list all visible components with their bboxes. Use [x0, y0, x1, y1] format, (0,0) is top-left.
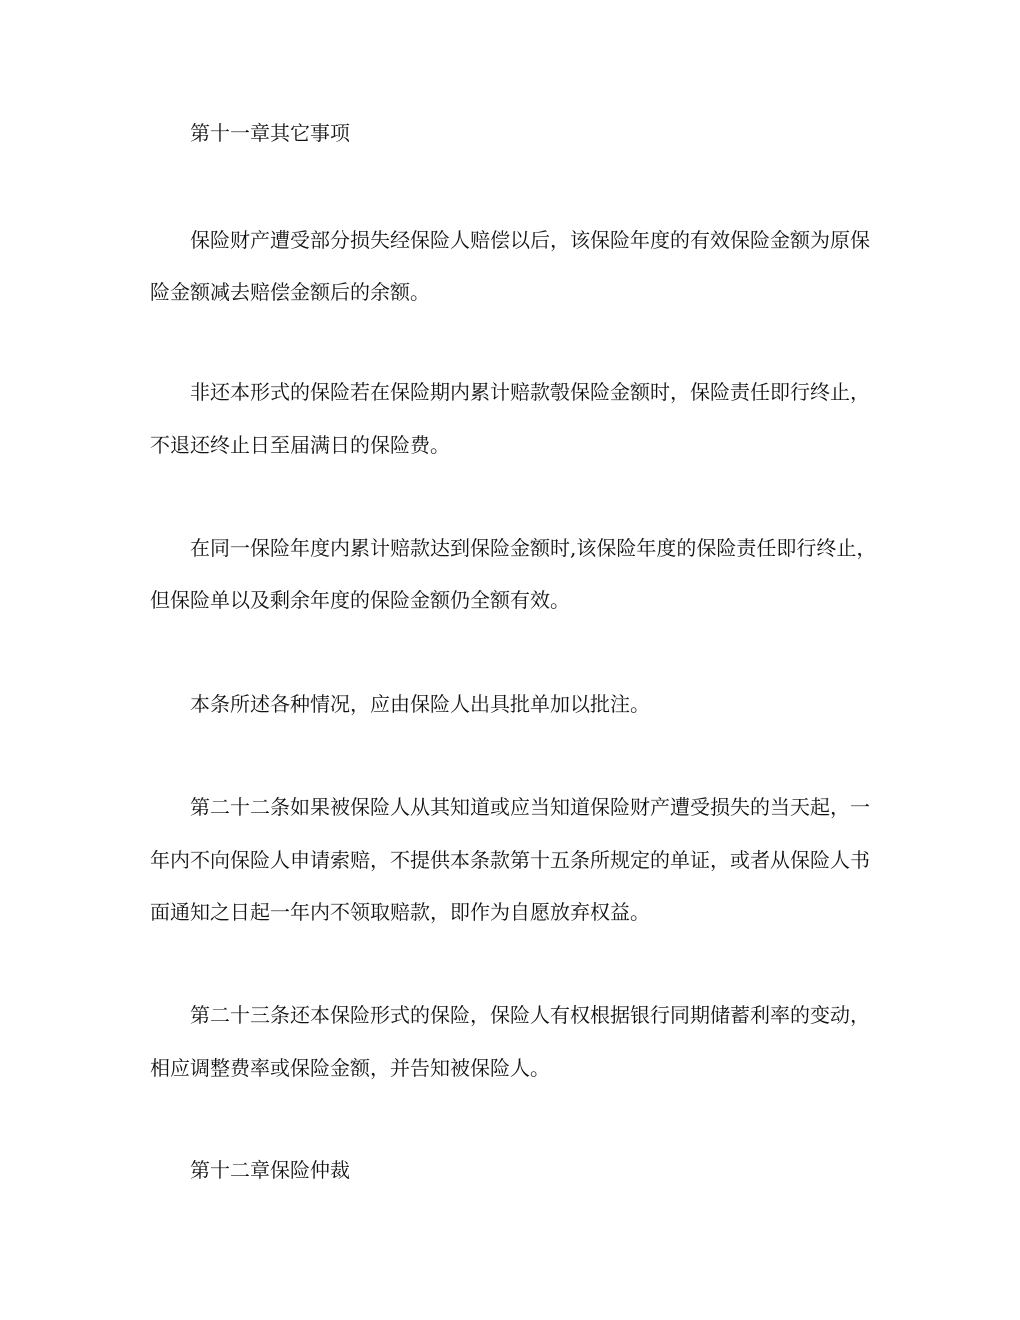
- paragraph-line: 第二十二条如果被保险人从其知道或应当知道保险财产遭受损失的当天起，一: [190, 795, 870, 819]
- paragraph-line: 非还本形式的保险若在保险期内累计赔款彀保险金额时，保险责任即行终止，: [190, 380, 870, 404]
- paragraph-line: 第二十三条还本保险形式的保险，保险人有权根据银行同期储蓄利率的变动，: [190, 1003, 870, 1027]
- paragraph-line: 面通知之日起一年内不领取赔款，即作为自愿放弃权益。: [150, 900, 650, 924]
- paragraph-line: 相应调整费率或保险金额，并告知被保险人。: [150, 1056, 550, 1080]
- paragraph-line: 年内不向保险人申请索赔，不提供本条款第十五条所规定的单证，或者从保险人书: [150, 848, 870, 872]
- chapter-heading: 第十二章保险仲裁: [190, 1158, 350, 1182]
- paragraph-line: 不退还终止日至届满日的保险费。: [150, 433, 450, 457]
- paragraph-line: 保险财产遭受部分损失经保险人赔偿以后，该保险年度的有效保险金额为原保: [190, 228, 870, 252]
- paragraph-line: 在同一保险年度内累计赔款达到保险金额时,该保险年度的保险责任即行终止，: [190, 536, 877, 560]
- chapter-heading: 第十一章其它事项: [190, 121, 350, 145]
- paragraph-line: 但保险单以及剩余年度的保险金额仍全额有效。: [150, 588, 570, 612]
- paragraph-line: 险金额减去赔偿金额后的余额。: [150, 280, 430, 304]
- paragraph-line: 本条所述各种情况，应由保险人出具批单加以批注。: [190, 692, 650, 716]
